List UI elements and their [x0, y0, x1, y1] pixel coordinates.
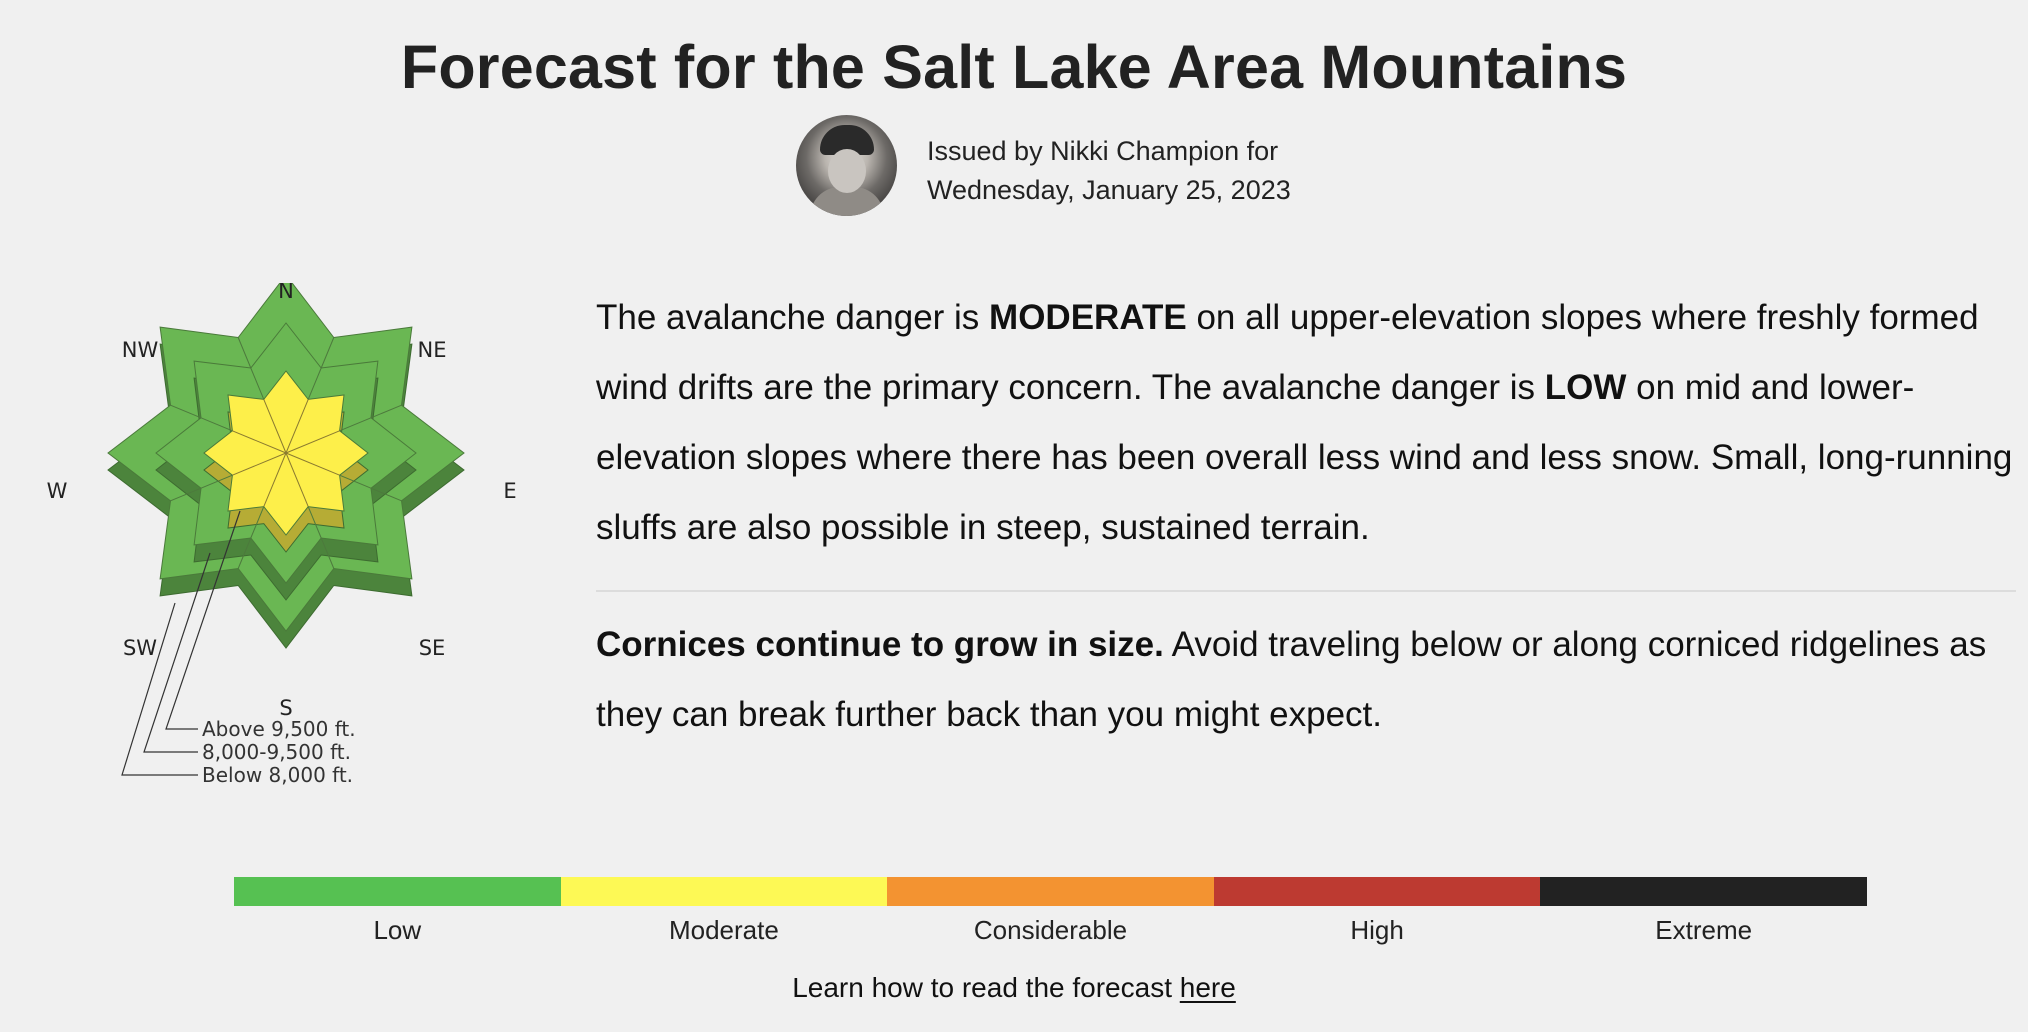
scale-considerable — [887, 877, 1214, 946]
scale-high-bar — [1214, 877, 1541, 906]
forecaster-avatar — [796, 115, 897, 216]
scale-extreme-bar — [1540, 877, 1867, 906]
issued-info — [927, 132, 1347, 210]
rose-direction-w: W — [46, 479, 68, 503]
issued-date: Wednesday, January 25, 2023 — [927, 175, 1291, 205]
cornice-advice: Cornices continue to grow in size. Avoid traveling below or along corniced ridgelines as they can break further back than you might expect. — [596, 625, 1987, 734]
issued-by-text: Issued by Nikki Champion for — [927, 136, 1279, 166]
rose-direction-s: S — [279, 696, 293, 720]
rose-direction-se: SE — [418, 636, 446, 660]
scale-high — [1214, 877, 1541, 946]
scale-moderate-bar — [561, 877, 888, 906]
rose-direction-nw: NW — [121, 338, 159, 362]
rose-direction-e: E — [503, 479, 517, 503]
summary-divider — [596, 590, 2016, 592]
scale-moderate — [561, 877, 888, 946]
rose-direction-ne: NE — [417, 338, 447, 362]
elevation-leader-line — [122, 603, 198, 775]
scale-low-label: Low — [373, 915, 422, 945]
rose-direction-n: N — [278, 283, 294, 303]
bottom-line-summary — [596, 283, 2016, 563]
scale-considerable-bar — [887, 877, 1214, 906]
danger-summary-text: The avalanche danger is MODERATE on all upper-elevation slopes where freshly formed wind drifts are the primary concern. The avalanche danger is LOW on mid and lower-elevation slopes where there has been overall less wind and less snow. Small, long-running sluffs are also possible in steep, sustained terrain. — [596, 298, 2013, 547]
page-title: Forecast for the Salt Lake Area Mountains — [400, 33, 1628, 101]
learn-more: Learn how to read the forecast here — [792, 972, 1236, 1003]
elevation-label: Below 8,000 ft. — [202, 763, 354, 787]
scale-moderate-label: Moderate — [668, 915, 779, 945]
danger-rose — [40, 283, 540, 803]
scale-low — [234, 877, 561, 946]
scale-high-label: High — [1350, 915, 1404, 945]
elevation-label: Above 9,500 ft. — [202, 717, 356, 741]
scale-extreme-label: Extreme — [1655, 915, 1753, 945]
scale-considerable-label: Considerable — [973, 915, 1128, 945]
cornice-heading: Cornices continue to grow in size. — [596, 625, 1164, 664]
rose-direction-sw: SW — [122, 636, 158, 660]
danger-low: LOW — [1544, 368, 1627, 407]
scale-low-bar — [234, 877, 561, 906]
danger-moderate: MODERATE — [989, 298, 1187, 337]
learn-more-link[interactable]: here — [1179, 972, 1236, 1003]
elevation-label: 8,000-9,500 ft. — [202, 740, 351, 764]
danger-scale — [234, 877, 1867, 946]
scale-extreme — [1540, 877, 1867, 946]
